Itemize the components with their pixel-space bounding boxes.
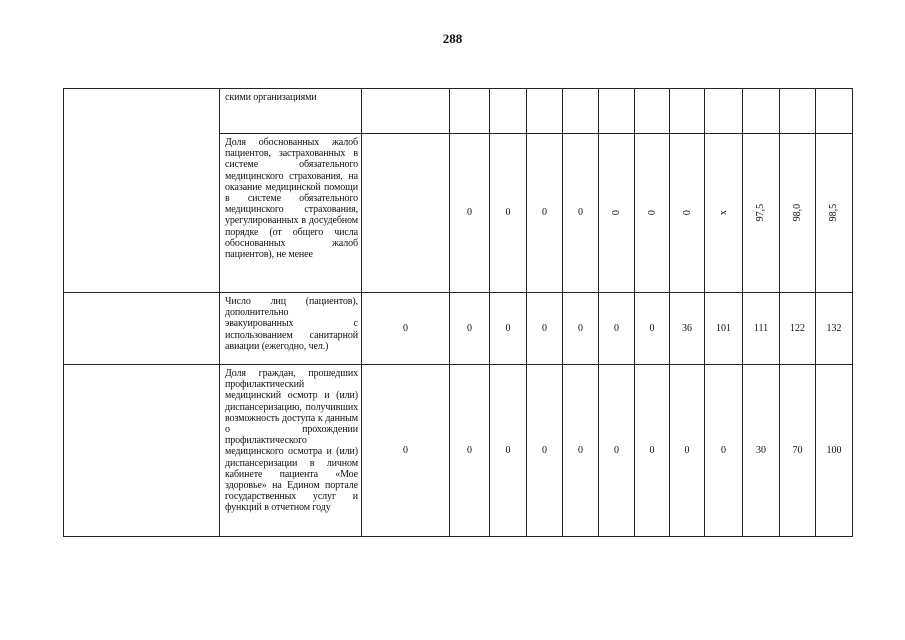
blank-cell (64, 89, 220, 293)
table-row (64, 89, 853, 134)
value-cell: 0 (705, 365, 743, 537)
value-cell (705, 89, 743, 134)
value-cell: 0 (599, 293, 635, 365)
blank-cell (64, 293, 220, 365)
value-cell (670, 134, 705, 293)
value-cell (816, 134, 853, 293)
value-cell (362, 134, 450, 293)
value-text: 0 (610, 210, 622, 216)
value-cell (780, 89, 816, 134)
value-cell (780, 134, 816, 293)
value-cell: 132 (816, 293, 853, 365)
value-cell: 0 (635, 293, 670, 365)
value-cell: 0 (362, 365, 450, 537)
value-cell: 36 (670, 293, 705, 365)
value-cell: 0 (563, 365, 599, 537)
value-cell: 0 (450, 365, 490, 537)
value-cell (743, 134, 780, 293)
value-cell (635, 89, 670, 134)
indicators-table (63, 88, 853, 537)
value-cell: 0 (563, 293, 599, 365)
value-cell: 111 (743, 293, 780, 365)
value-cell: 0 (450, 293, 490, 365)
value-cell (362, 89, 450, 134)
indicator-description: Доля обоснованных жалоб пациентов, застрахованных в системе обязательного медицинского страхования, на оказание медицинской помощи в системе обязательного медицинского страхования, урегулированных в досудебном порядке (от общего числа обоснованных жалоб пациентов), не менее (220, 134, 362, 293)
value-cell: 0 (635, 365, 670, 537)
value-cell (527, 89, 563, 134)
page-number: 288 (442, 31, 463, 46)
value-cell (563, 89, 599, 134)
value-cell: 100 (816, 365, 853, 537)
value-cell: 0 (490, 134, 527, 293)
value-cell (705, 134, 743, 293)
value-cell: 0 (527, 365, 563, 537)
blank-cell (64, 365, 220, 537)
indicator-description: Доля граждан, прошедших профилактический медицинский осмотр и (или) диспансеризацию, получивших возможность доступа к данным о прохождении профилактического медицинского осмотра и (или) диспансеризации в личном кабинете пациента «Мое здоровье» на Едином портале государственных услуг и функций в отчетном году (220, 365, 362, 537)
value-text: 97,5 (755, 204, 767, 222)
value-cell (599, 89, 635, 134)
value-cell (450, 89, 490, 134)
value-text: 0 (681, 210, 693, 216)
value-cell (635, 134, 670, 293)
table-row (64, 293, 853, 365)
value-cell: 0 (362, 293, 450, 365)
value-text: 0 (646, 210, 658, 216)
value-cell (816, 89, 853, 134)
value-cell (670, 89, 705, 134)
value-cell: 70 (780, 365, 816, 537)
indicator-description: скими организациями (220, 89, 362, 134)
value-text: 98,0 (791, 204, 803, 222)
value-cell (743, 89, 780, 134)
value-cell: 0 (563, 134, 599, 293)
value-cell: 0 (490, 293, 527, 365)
value-cell: 0 (490, 365, 527, 537)
value-cell: 0 (670, 365, 705, 537)
value-cell: 0 (527, 293, 563, 365)
value-cell: 101 (705, 293, 743, 365)
value-cell (599, 134, 635, 293)
value-cell: 0 (599, 365, 635, 537)
value-cell (490, 89, 527, 134)
value-text: x (717, 210, 729, 216)
value-cell: 0 (450, 134, 490, 293)
value-cell: 122 (780, 293, 816, 365)
indicator-description: Число лиц (пациентов), дополнительно эвакуированных с использованием санитарной авиации (ежегодно, чел.) (220, 293, 362, 365)
value-cell: 30 (743, 365, 780, 537)
value-cell: 0 (527, 134, 563, 293)
table-row (64, 365, 853, 537)
value-text: 98,5 (828, 204, 840, 222)
